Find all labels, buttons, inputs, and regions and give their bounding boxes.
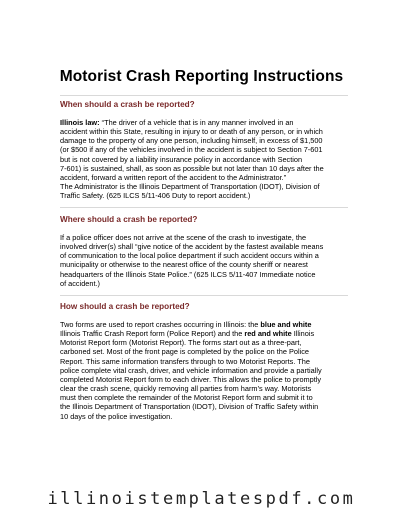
body-text: the Illinois Department of Transportation (IDOT), Division of Traffic Safety within — [60, 402, 319, 412]
body-line — [60, 375, 348, 384]
body-text: municipality or otherwise to the nearest office of the county sheriff or nearest — [60, 260, 308, 270]
body-line — [60, 320, 348, 329]
body-text: (or $500 if any of the vehicles involved in the accident is subject to Section 7-601 — [60, 145, 323, 155]
body-line — [60, 155, 348, 164]
body-line — [60, 127, 348, 136]
body-line — [60, 145, 348, 154]
body-line — [60, 366, 348, 375]
section-body-when — [60, 118, 348, 200]
body-line — [60, 191, 348, 200]
divider — [60, 295, 348, 296]
page-title: Motorist Crash Reporting Instructions — [59, 68, 344, 85]
body-text: carboned set. Most of the front page is completed by the police on the Police — [60, 347, 310, 357]
body-text: involved driver(s) shall “give notice of the accident by the fastest available means — [60, 242, 324, 252]
section-heading-when: When should a crash be reported? — [60, 100, 195, 109]
body-text: clear the crash scene, quickly removing all parties from harm’s way. Motorists — [60, 384, 312, 394]
body-text: “The driver of a vehicle that is in any manner involved in an — [99, 118, 294, 127]
bold-text: blue and white — [260, 320, 312, 329]
body-line — [60, 270, 348, 279]
body-text: Two forms are used to report crashes occurring in Illinois: the — [60, 320, 261, 329]
section-heading-how: How should a crash be reported? — [60, 302, 190, 311]
section-body-how — [60, 320, 348, 421]
body-text: headquarters of the Illinois State Police.” (625 ILCS 5/11-407 Immediate notice — [60, 269, 316, 279]
body-text: 7-601) is sustained, shall, as soon as possible but not later than 10 days after the — [60, 163, 324, 173]
body-line — [60, 279, 348, 288]
body-line — [60, 384, 348, 393]
bold-text: Illinois law: — [60, 118, 100, 127]
body-text: Motorist Report form (Motorist Report). The forms start out as a three-part, — [60, 338, 302, 348]
body-text: damage to the property of any one person, including himself, in excess of $1,500 — [60, 136, 323, 146]
section-heading-where: Where should a crash be reported? — [60, 215, 198, 224]
body-line — [60, 338, 348, 347]
body-text: If a police officer does not arrive at the scene of the crash to investigate, the — [60, 233, 307, 242]
body-line — [60, 251, 348, 260]
bold-text: red and white — [244, 329, 292, 339]
body-line — [60, 260, 348, 269]
body-text: Illinois Traffic Crash Report form (Police Report) and the — [60, 329, 245, 339]
body-text: of communication to the local police department if such accident occurs within a — [60, 251, 319, 261]
body-line — [60, 393, 348, 402]
body-text: Traffic Safety. (625 ILCS 5/11-406 Duty to report accident.) — [60, 191, 251, 201]
divider — [60, 95, 348, 96]
body-text: The Administrator is the Illinois Department of Transportation (IDOT), Division of — [60, 182, 320, 192]
body-line — [60, 182, 348, 191]
body-text: but is not covered by a liability insurance policy in accordance with Section — [60, 154, 303, 164]
body-text: Report. This same information transfers through to two Motorist Reports. The — [60, 356, 310, 366]
body-text: police complete vital crash, driver, and vehicle information and provide a partially — [60, 365, 322, 375]
body-text: completed Motorist Report form to each driver. This allows the police to promptly — [60, 374, 322, 384]
body-line — [60, 173, 348, 182]
body-line — [60, 412, 348, 421]
divider — [60, 207, 348, 208]
body-text: of accident.) — [60, 278, 101, 288]
site-watermark: illinoistemplatespdf.com — [47, 489, 356, 509]
body-line — [60, 136, 348, 145]
body-text: must then complete the remainder of the Motorist Report form and submit it to — [60, 393, 313, 403]
body-line — [60, 118, 348, 127]
body-text: accident within this State, resulting in injury to or death of any person, or in which — [60, 127, 323, 137]
body-text: Illinois — [291, 329, 315, 339]
body-line — [60, 347, 348, 356]
body-line — [60, 164, 348, 173]
body-line — [60, 329, 348, 338]
body-line — [60, 242, 348, 251]
body-text: accident, forward a written report of the accident to the Administrator.” — [60, 172, 287, 182]
body-line — [60, 233, 348, 242]
section-body-where — [60, 233, 348, 288]
body-line — [60, 402, 348, 411]
body-line — [60, 357, 348, 366]
body-text: 10 days of the police investigation. — [60, 411, 173, 421]
